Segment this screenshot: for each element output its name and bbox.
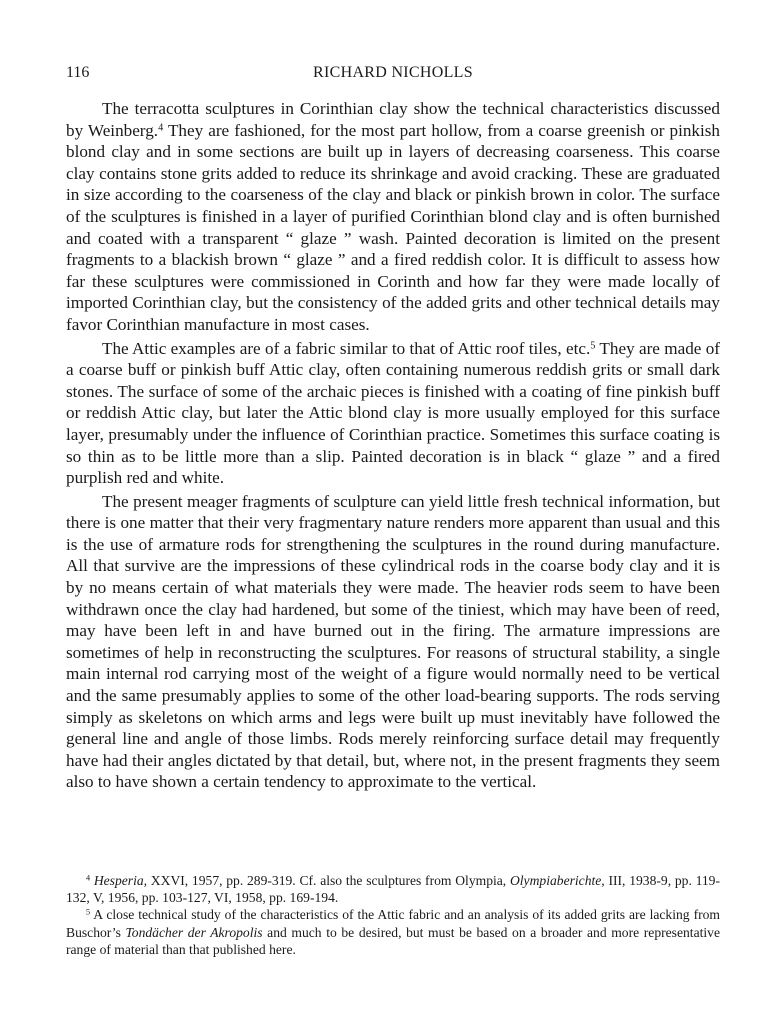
footnote-5-text-b: and much to be desired, but must be based on a broader and more representative range of material than that published here.	[66, 924, 720, 957]
footnote-4-hesperia: Hesperia,	[93, 873, 148, 888]
paragraph-1-text-a: The terracotta sculptures in Corinthian clay show the technical characteristics discussed by Weinberg.	[66, 99, 720, 140]
footnote-5-text-a: A close technical study of the characteristics of the Attic fabric and an analysis of its added grits are lacking from Buschor’s	[66, 907, 720, 940]
paragraph-1	[66, 98, 720, 336]
footnote-4-text-b: III, 1938-9, pp. 119-132, V, 1956, pp. 103-127, VI, 1958, pp. 169-194.	[66, 873, 720, 906]
footnote-5-title: Tondächer der Akropolis	[125, 924, 263, 940]
footnotes	[66, 872, 720, 958]
footnote-4-text-a: XXVI, 1957, pp. 289-319. Cf. also the sculptures from Olympia,	[147, 873, 510, 888]
footnote-4-marker: 4	[86, 873, 91, 883]
paragraph-2	[66, 338, 720, 489]
footnote-ref-5: 5	[590, 339, 596, 351]
footnote-ref-4: 4	[158, 121, 164, 133]
paragraph-2-text-a: The Attic examples are of a fabric similar to that of Attic roof tiles, etc.	[102, 338, 591, 358]
running-head: RICHARD NICHOLLS	[313, 64, 473, 81]
paragraph-3-text: The present meager fragments of sculpture can yield little fresh technical information, but there is one matter that their very fragmentary nature renders more apparent than usual and this is the use of armature rods for strengthening the sculptures in the round during manufacture. All that survive are the impressions of these cylindrical rods in the coarse body clay and it is by no means certain of what materials they were made. The heavier rods seem to have been withdrawn once the clay had hardened, but some of the tiniest, which may have been of reed, may have been left in and have burned out in the firing. The armature impressions are sometimes of help in reconstructing the sculptures. For reasons of structural stability, a single main internal rod carrying most of the weight of a figure would normally need to be vertical and the same presumably applies to some of the other load-bearing supports. The rods serving simply as skeletons on which arms and legs were built up must inevitably have followed the general line and angle of those limbs. Rods merely reinforcing surface detail may frequently have had their angles dictated by that detail, but, where not, in the present fragments they seem also to have shown a certain tendency to approximate to the vertical.	[66, 491, 720, 792]
paragraph-1-text-b: They are fashioned, for the most part hollow, from a coarse greenish or pinkish blond clay and in some sections are built up in layers of decreasing coarseness. This coarse clay contains stone grits added to reduce its shrinkage and avoid cracking. These are graduated in size according to the coarseness of the clay and black or pinkish brown in color. The surface of the sculptures is finished in a layer of purified Corinthian blond clay and is often burnished and coated with a transparent “ glaze ” wash. Painted decoration is limited on the present fragments to a blackish brown “ glaze ” and a fired reddish color. It is difficult to assess how far these sculptures were commissioned in Corinth and how far they were made locally of imported Corinthian clay, but the consistency of the added grits and other technical details may favor Corinthian manufacture in most cases.	[66, 120, 721, 334]
page-header	[66, 64, 720, 86]
footnote-5-marker: 5	[86, 907, 91, 917]
page-number: 116	[66, 64, 90, 81]
paragraph-3	[66, 491, 720, 793]
footnote-5	[66, 906, 720, 958]
paragraph-2-text-b: They are made of a coarse buff or pinkish buff Attic clay, often containing numerous reddish grits or small dark stones. The surface of some of the archaic pieces is finished with a coating of fine pinkish buff or reddish Attic clay, but later the Attic blond clay is more usually employed for this surface layer, presumably under the influence of Corinthian practice. Sometimes this surface coating is so thin as to be little more than a slip. Painted decoration is in black “ glaze ” and a fired purplish red and white.	[66, 338, 721, 488]
footnote-4	[66, 872, 720, 906]
footnote-4-olympiaberichte: Olympiaberichte,	[509, 873, 605, 888]
body-text	[66, 98, 720, 795]
